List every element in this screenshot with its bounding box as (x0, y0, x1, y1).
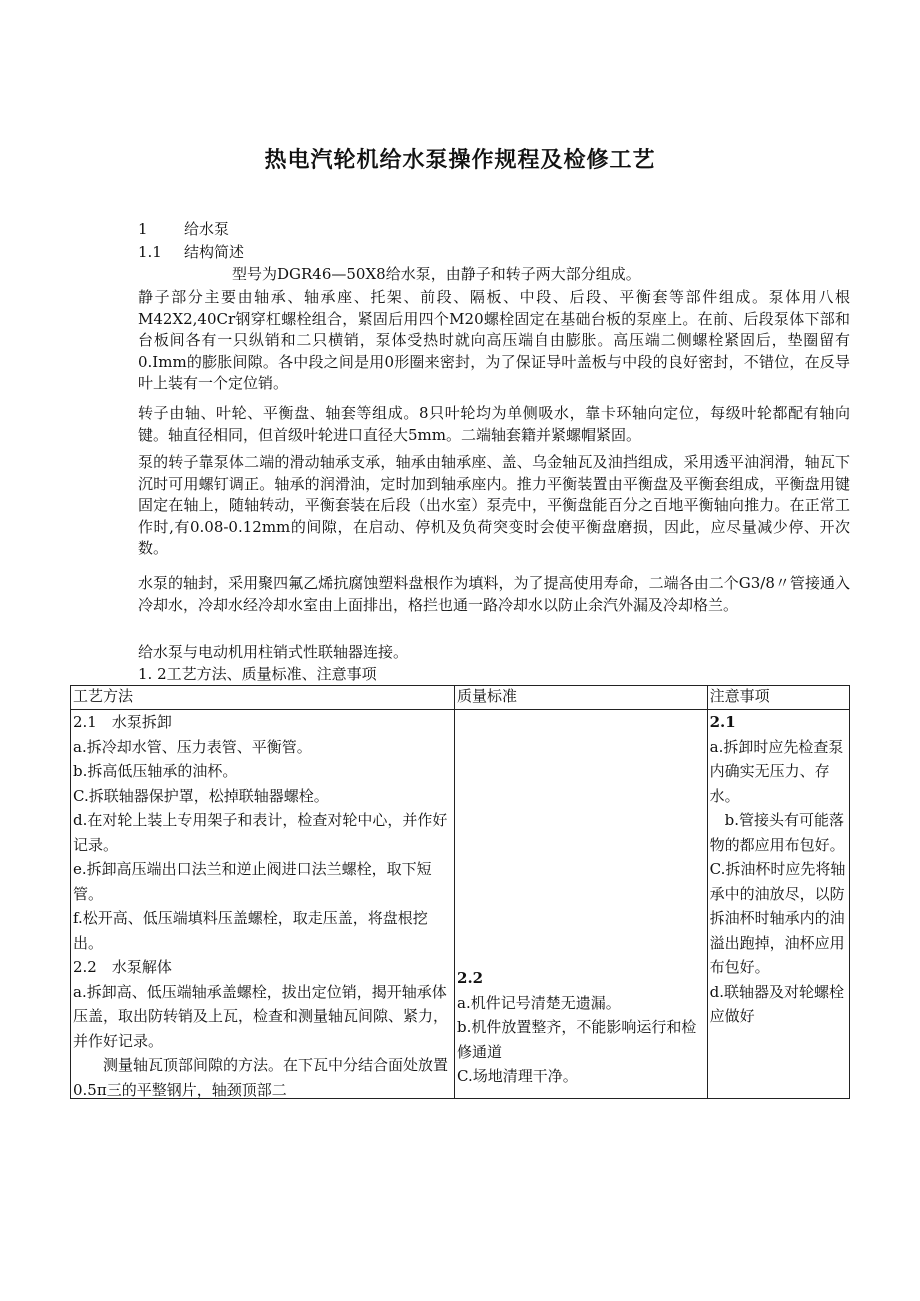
table-header-row (71, 686, 850, 710)
section-1-1-number: 1.1 (138, 243, 162, 261)
method-item: a.拆卸高、低压端轴承盖螺栓，拔出定位销，揭开轴承体压盖，取出防转销及上瓦，检查和测量轴瓦间隙、紧力，并作好记录。 (73, 982, 449, 1050)
quality-item: b.机件放置整齐，不能影响运行和检修通道 (457, 1018, 697, 1061)
method-item: d.在对轮上装上专用架子和表计，检查对轮中心，并作好记录。 (73, 811, 448, 854)
paragraph-stator: 静子部分主要由轴承、轴承座、托架、前段、隔板、中段、后段、平衡套等部件组成。泵体用八根M42X2,40Cr钢穿杠螺栓组合，紧固后用四个M20螺栓固定在基础台板的泵座上。在前、后段泵体下部和台板间各有一只纵销和二只横销，泵体受热时就向高压端自由膨胀。高压端二侧螺栓紧固后，垫圈留有0.Imm的膨胀间隙。各中段之间是用0形圈来密封，为了保证导叶盖板与中段的良好密封，不错位，在反导叶上装有一个定位销。 (138, 288, 850, 392)
notes-item: a.拆卸时应先检查泵内确实无压力、存水。 (709, 737, 844, 805)
process-table (70, 685, 850, 1099)
method-item: b.拆高低压轴承的油杯。 (73, 762, 238, 780)
quality-heading: 2.2 (457, 969, 484, 987)
method-item: a.拆冷却水管、压力表管、平衡管。 (73, 737, 312, 756)
method-item: f.松开高、低压端填料压盖螺栓，取走压盖，将盘根挖出。 (73, 909, 428, 952)
section-1-number: 1 (138, 220, 148, 238)
table-row (71, 710, 850, 1099)
intro-line: 型号为DGR46—50X8给水泵，由静子和转子两大部分组成。 (232, 265, 641, 283)
header-notes: 注意事项 (707, 686, 849, 710)
paragraph-bearing: 泵的转子靠泵体二端的滑动轴承支承，轴承由轴承座、盖、乌金轴瓦及油挡组成，采用透平油润滑，轴瓦下沉时可用螺钉调正。轴承的润滑油，定时加到轴承座内。推力平衡装置由平衡盘及平衡套组成，平衡盘用键固定在轴上，随轴转动，平衡套装在后段（出水室）泵壳中，平衡盘能百分之百地平衡轴向推力。在正常工作时,有0.08-0.12mm的间隙，在启动、停机及负荷突变时会使平衡盘磨损，因此，应尽量减少停、开次数。 (138, 453, 850, 557)
header-quality: 质量标准 (455, 686, 708, 710)
quality-item: a.机件记号清楚无遗漏。 (457, 993, 621, 1012)
method-item: 测量轴瓦顶部间隙的方法。在下瓦中分结合面处放置0.5π三的平整钢片，轴颈顶部二 (73, 1056, 449, 1098)
notes-cell (707, 710, 849, 1099)
method-item: C.拆联轴器保护罩，松掉联轴器螺栓。 (73, 786, 329, 805)
notes-item: d.联轴器及对轮螺栓应做好 (709, 982, 844, 1025)
notes-item: b.管接头有可能落物的都应用布包好。 (709, 811, 845, 854)
paragraph-rotor: 转子由轴、叶轮、平衡盘、轴套等组成。8只叶轮均为单侧吸水，靠卡环轴向定位，每级叶轮都配有轴向键。轴直径相同，但首级叶轮进口直径大5mm。二端轴套籍并紧螺帽紧固。 (138, 404, 850, 444)
notes-item: C.拆油杯时应先将轴承中的油放尽，以防拆油杯时轴承内的油溢出跑掉，油杯应用布包好。 (709, 860, 846, 976)
notes-heading: 2.1 (709, 713, 736, 731)
quality-item: C.场地清理干净。 (457, 1067, 578, 1085)
header-method: 工艺方法 (71, 686, 455, 710)
paragraph-shaft-seal: 水泵的轴封，采用聚四氟乙烯抗腐蚀塑料盘根作为填料，为了提高使用寿命，二端各由二个G3/8〃管接通入冷却水，冷却水经冷却水室由上面排出，格拦也通一路冷却水以防止余汽外漏及冷却格兰。 (138, 574, 850, 614)
section-1-2-heading: 1. 2工艺方法、质量标准、注意事项 (138, 665, 377, 683)
method-heading-2-2: 2.2 水泵解体 (73, 958, 172, 976)
document-title: 热电汽轮机给水泵操作规程及检修工艺 (264, 148, 656, 173)
method-cell (71, 710, 455, 1099)
coupling-line: 给水泵与电动机用柱销式性联轴器连接。 (138, 643, 409, 661)
section-1-1-label: 结构简述 (184, 243, 245, 261)
method-heading-2-1: 2.1 水泵拆卸 (73, 713, 172, 731)
quality-cell (455, 710, 708, 1099)
method-item: e.拆卸高压端出口法兰和逆止阀进口法兰螺栓，取下短管。 (73, 860, 432, 903)
section-1-label: 给水泵 (184, 220, 230, 238)
